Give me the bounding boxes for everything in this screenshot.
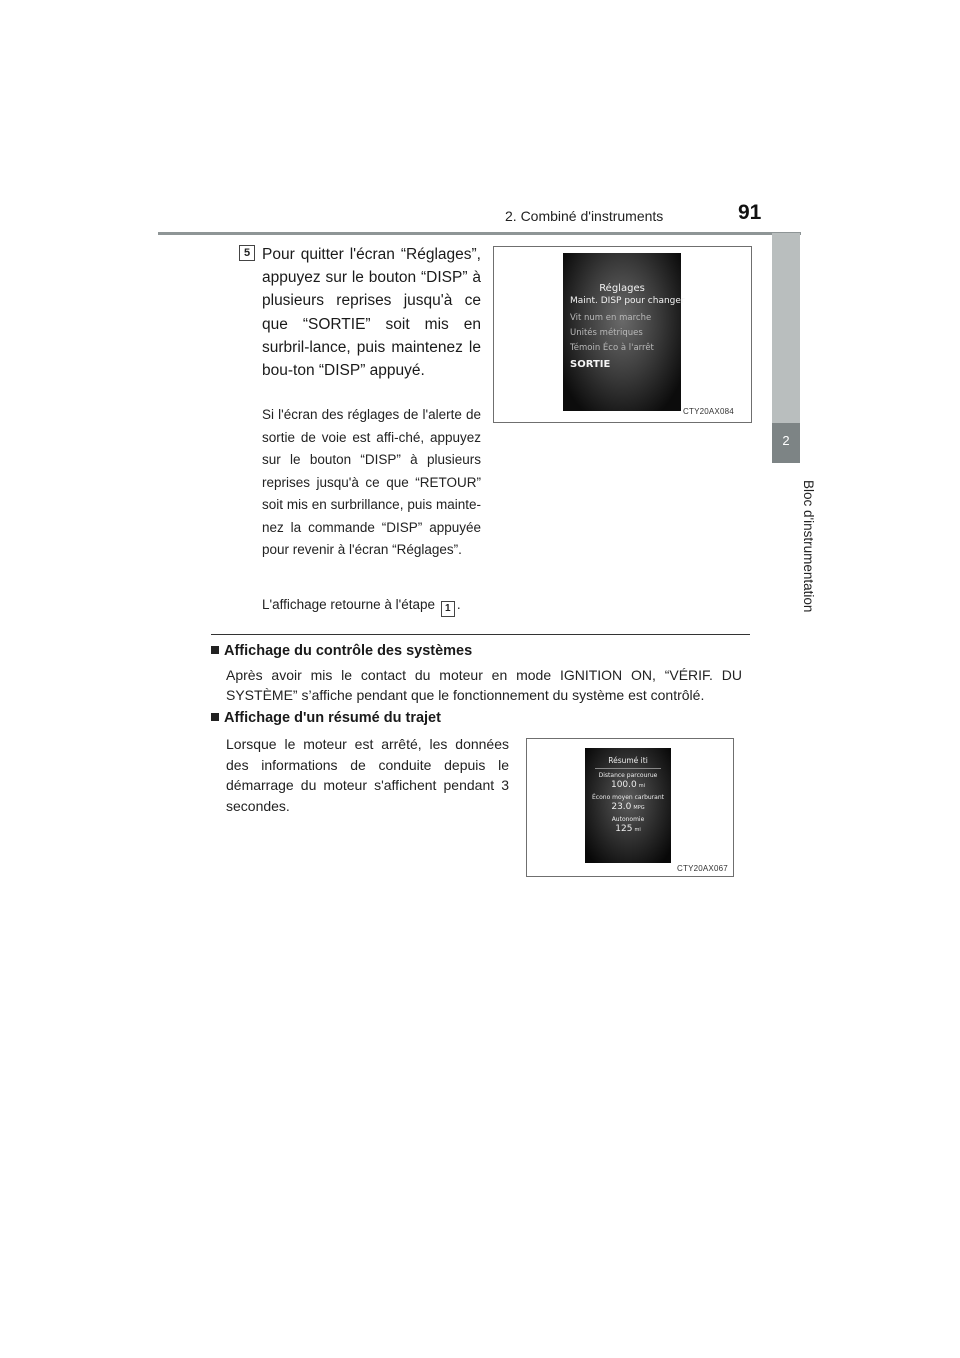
screen-subtitle: Maint. DISP pour changer [570,296,685,306]
screen-menu-item: Témoin Éco à l'arrêt [570,343,654,353]
heading-text: Affichage du contrôle des systèmes [224,643,473,659]
figure-code: CTY20AX084 [683,407,734,416]
chapter-number: 2 [782,433,790,448]
bullet-square-icon [211,646,219,654]
trip-summary-display-screen [585,748,671,863]
figure-code: CTY20AX067 [677,864,728,873]
side-tab-strip [772,233,800,423]
screen-title: Résumé iti [608,756,648,765]
step-1-reference-badge: 1 [441,601,455,617]
screen-title: Réglages [599,283,645,294]
bullet-square-icon [211,713,219,721]
section-divider [211,634,750,635]
step-5-return-line [262,597,502,617]
trip-summary-heading [211,710,441,726]
range-unit: mi [634,827,641,833]
system-check-body: Après avoir mis le contact du moteur en mode IGNITION ON, “VÉRIF. DU SYSTÈME” s’affiche pendant que le fonctionnement du système est contrôlé. [226,667,742,703]
trip-summary-body: Lorsque le moteur est arrêté, les données des informations de conduite depuis le démarrage du moteur s'affichent pendant 3 secondes. [226,736,509,814]
screen-menu-item: Vit num en marche [570,313,652,323]
screen-rule [595,768,661,769]
heading-text: Affichage d'un résumé du trajet [224,710,441,726]
chapter-title: Bloc d'instrumentation [801,480,816,613]
screen-menu-item: Unités métriques [570,328,643,338]
step-5-badge: 5 [239,245,255,261]
header-rule [158,232,801,235]
step-5-instruction: Pour quitter l'écran “Réglages”, appuyez sur le bouton “DISP” à plusieurs reprises jusqu'à ce que “SORTIE” soit mis en surbril-lance, puis maintenez le bou-ton “DISP” appuyé. [262,246,481,380]
distance-unit: mi [638,783,646,789]
distance-number: 100.0 [610,780,637,790]
fuel-economy-value [585,802,671,812]
section-title: 2. Combiné d'instruments [505,208,664,224]
distance-label: Distance parcourue [598,772,658,779]
step-5-note: Si l'écran des réglages de l'alerte de sortie de voie est affi-ché, appuyez sur le bouton “DISP” à plusieurs reprises jusqu'à ce que “RETOUR” soit mis en surbrillance, puis mainte-nez la commande “DISP” appuyée pour revenir à l'écran “Réglages”. [262,407,481,557]
distance-value [585,780,671,790]
range-label: Autonomie [611,816,645,823]
page-number: 91 [738,201,762,224]
system-check-heading [211,643,472,659]
range-value [585,824,671,834]
screen-menu-item-selected: SORTIE [570,359,611,370]
settings-display-screen [563,253,685,411]
return-suffix: . [456,597,461,612]
fuel-economy-number: 23.0 [611,802,632,812]
fuel-economy-unit: MPG [633,805,645,811]
range-number: 125 [615,824,633,834]
return-text: L'affichage retourne à l'étape [262,597,436,612]
fuel-economy-label: Écono moyen carburant [592,794,664,801]
